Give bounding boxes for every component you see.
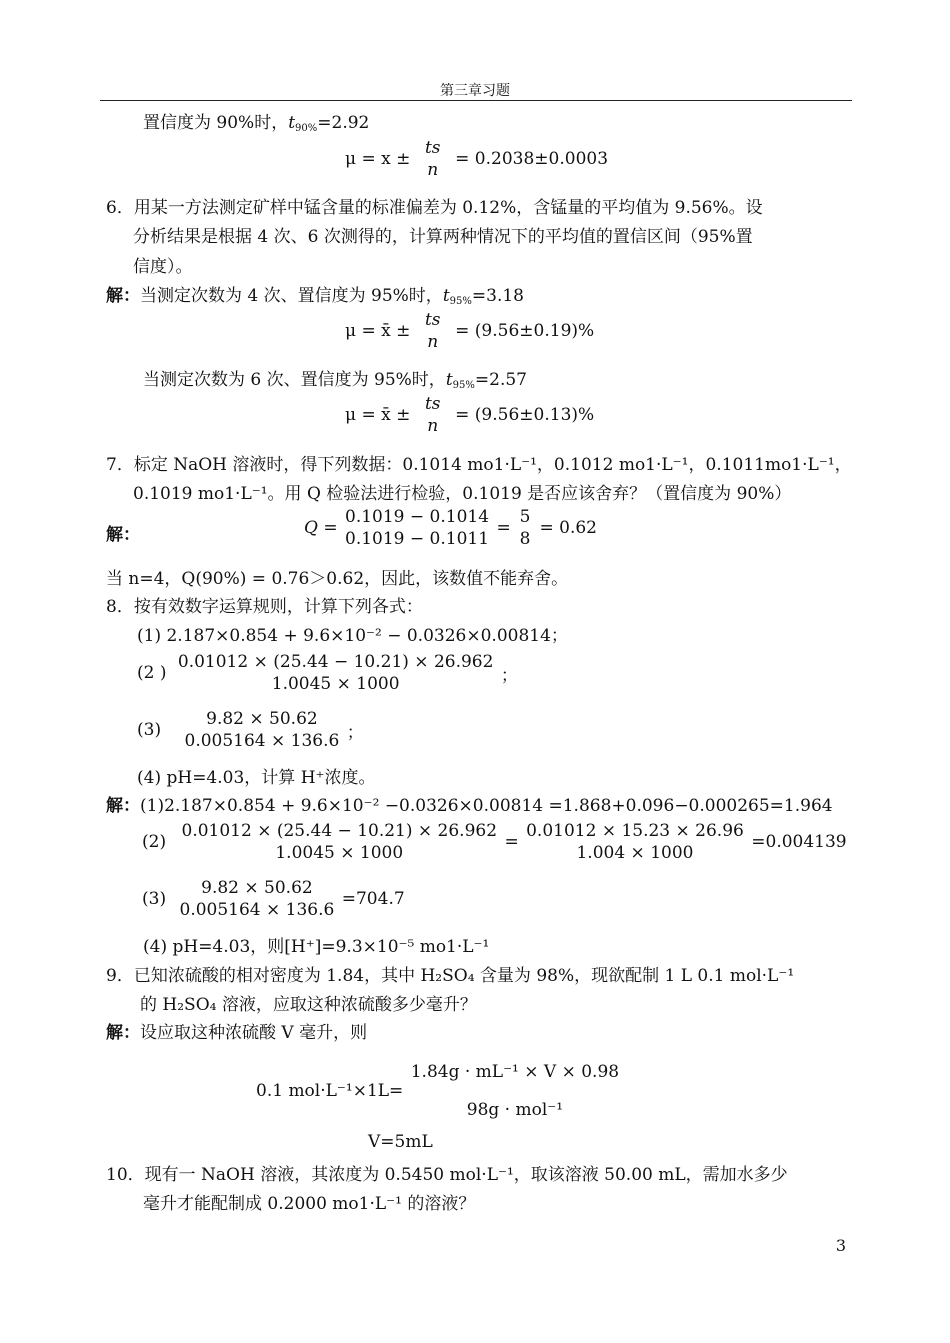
solution-label: 解：: [106, 1023, 140, 1043]
fraction: [176, 651, 496, 695]
fraction-2: [524, 820, 746, 864]
numerator: ts: [424, 138, 441, 158]
result: =704.7: [341, 889, 405, 909]
item-label: (2): [142, 832, 167, 852]
fraction: [409, 1061, 621, 1121]
denominator: 1.0045 × 1000: [275, 843, 404, 863]
equals: =: [496, 518, 511, 538]
numerator: 1.84g · mL⁻¹ × V × 0.98: [410, 1062, 620, 1082]
t-symbol: t: [445, 370, 453, 390]
page-header-title: 第三章习题: [440, 83, 510, 99]
fraction: [416, 393, 450, 437]
t-symbol: t: [288, 113, 296, 133]
numerator: 9.82 × 50.62: [201, 878, 313, 898]
eq-left: μ = x̄ ±: [345, 405, 411, 425]
fraction: [416, 137, 450, 181]
subscript: 95%: [452, 380, 475, 391]
solution-6-line-2: [143, 365, 527, 391]
item-label: (2 ): [137, 663, 167, 683]
question-9-line-2: 的 H₂SO₄ 溶液，应取这种浓硫酸多少毫升？: [140, 995, 477, 1015]
denominator: 0.005164 × 136.6: [179, 900, 335, 920]
question-8-1: (1) 2.187×0.854 + 9.6×10⁻² − 0.0326×0.00814；: [137, 626, 568, 646]
denominator: 1.0045 × 1000: [271, 674, 400, 694]
fraction-2: [516, 506, 534, 550]
question-9-line-1: 9．已知浓硫酸的相对密度为 1.84，其中 H₂SO₄ 含量为 98%，现欲配制 1 L 0.1 mol·L⁻¹: [106, 966, 795, 986]
denominator: 1.004 × 1000: [576, 843, 694, 863]
denominator: 8: [519, 529, 531, 549]
eq-left: μ = x ±: [345, 149, 411, 169]
item-label: (3): [142, 889, 167, 909]
question-10-line-1: 10．现有一 NaOH 溶液，其浓度为 0.5450 mol·L⁻¹，取该溶液 50.00 mL，需加水多少: [106, 1165, 788, 1185]
text: (1)2.187×0.854 + 9.6×10⁻² −0.0326×0.00814 =1.868+0.096−0.000265=1.964: [140, 796, 833, 816]
punct: ；: [346, 722, 364, 743]
question-6-line-1: 6．用某一方法测定矿样中锰含量的标准偏差为 0.12%，含锰量的平均值为 9.56%。设: [106, 198, 763, 218]
numerator: 9.82 × 50.62: [206, 709, 318, 729]
numerator: 0.01012 × (25.44 − 10.21) × 26.962: [177, 652, 494, 672]
eq-left: Q =: [304, 518, 338, 538]
numerator: ts: [424, 394, 441, 414]
text: 当测定次数为 6 次、置信度为 95%时，: [143, 370, 446, 390]
equation-3: [345, 393, 594, 437]
denominator: n: [427, 160, 439, 180]
solution-label: 解：: [106, 286, 140, 306]
question-8-2: [137, 651, 518, 695]
question-7-line-2: 0.1019 mo1·L⁻¹。用 Q 检验法进行检验，0.1019 是否应该舍弃？（置信度为 90%）: [133, 484, 792, 504]
fraction: [416, 309, 450, 353]
question-8: 8．按有效数字运算规则，计算下列各式：: [106, 597, 423, 617]
page-number: 3: [835, 1236, 846, 1255]
equals: =: [504, 832, 519, 852]
equation-9: [256, 1061, 621, 1121]
text: 当测定次数为 4 次、置信度为 95%时，: [140, 286, 443, 306]
question-10-line-2: 毫升才能配制成 0.2000 mo1·L⁻¹ 的溶液？: [143, 1194, 476, 1214]
denominator: 98g · mol⁻¹: [466, 1100, 564, 1120]
solution-8-1: [106, 791, 833, 816]
t-symbol: t: [442, 286, 450, 306]
text-line: [143, 108, 369, 134]
solution-label: 解：: [106, 525, 140, 545]
numerator: 5: [519, 507, 531, 527]
fraction: [343, 506, 491, 550]
eq-right: = (9.56±0.13)%: [455, 405, 595, 425]
solution-9-result: V=5mL: [368, 1132, 433, 1152]
value: =2.57: [474, 370, 527, 390]
subscript: 90%: [295, 123, 318, 134]
question-7-line-1: 7．标定 NaOH 溶液时，得下列数据：0.1014 mo1·L⁻¹，0.1012 mo1·L⁻¹，0.1011mo1·L⁻¹，: [106, 455, 852, 475]
question-6-line-2: 分析结果是根据 4 次、6 次测得的，计算两种情况下的平均值的置信区间（95%置: [133, 227, 753, 247]
eq-left: 0.1 mol·L⁻¹×1L=: [256, 1081, 404, 1101]
eq-right: = 0.62: [539, 518, 597, 538]
solution-8-2: [142, 820, 847, 864]
solution-6-line-1: [106, 281, 524, 307]
text: 置信度为 90%时，: [143, 113, 289, 133]
equation-2: [345, 309, 594, 353]
numerator: 0.1019 − 0.1014: [345, 507, 490, 527]
value: =3.18: [471, 286, 524, 306]
equation-q: [304, 506, 597, 550]
equation-1: [345, 137, 608, 181]
result: =0.004139: [751, 832, 847, 852]
numerator: 0.01012 × (25.44 − 10.21) × 26.962: [181, 821, 498, 841]
fraction: [183, 708, 342, 752]
fraction: [178, 877, 337, 921]
eq-right: = 0.2038±0.0003: [455, 149, 609, 169]
value: =2.92: [317, 113, 370, 133]
denominator: 0.005164 × 136.6: [184, 731, 340, 751]
item-label: (3): [137, 720, 162, 740]
subscript: 95%: [449, 296, 472, 307]
question-8-3: [137, 708, 364, 752]
solution-8-3: [142, 877, 405, 921]
eq-right: = (9.56±0.19)%: [455, 321, 595, 341]
text: 设应取这种浓硫酸 V 毫升，则: [140, 1023, 368, 1043]
solution-9: [106, 1018, 367, 1043]
solution-8-4: (4) pH=4.03，则[H⁺]=9.3×10⁻⁵ mo1·L⁻¹: [143, 937, 490, 957]
punct: ；: [500, 665, 518, 686]
question-8-4: (4) pH=4.03，计算 H⁺浓度。: [137, 768, 376, 788]
header-rule: [100, 100, 852, 101]
solution-label: 解：: [106, 796, 140, 816]
denominator: n: [427, 332, 439, 352]
eq-left: μ = x̄ ±: [345, 321, 411, 341]
denominator: n: [427, 416, 439, 436]
question-6-line-3: 信度）。: [133, 257, 193, 277]
numerator: ts: [424, 310, 441, 330]
denominator: 0.1019 − 0.1011: [345, 529, 490, 549]
numerator: 0.01012 × 15.23 × 26.96: [526, 821, 744, 841]
solution-7: 当 n=4，Q(90%) = 0.76＞0.62，因此，该数值不能弃舍。: [106, 569, 569, 589]
fraction: [180, 820, 500, 864]
